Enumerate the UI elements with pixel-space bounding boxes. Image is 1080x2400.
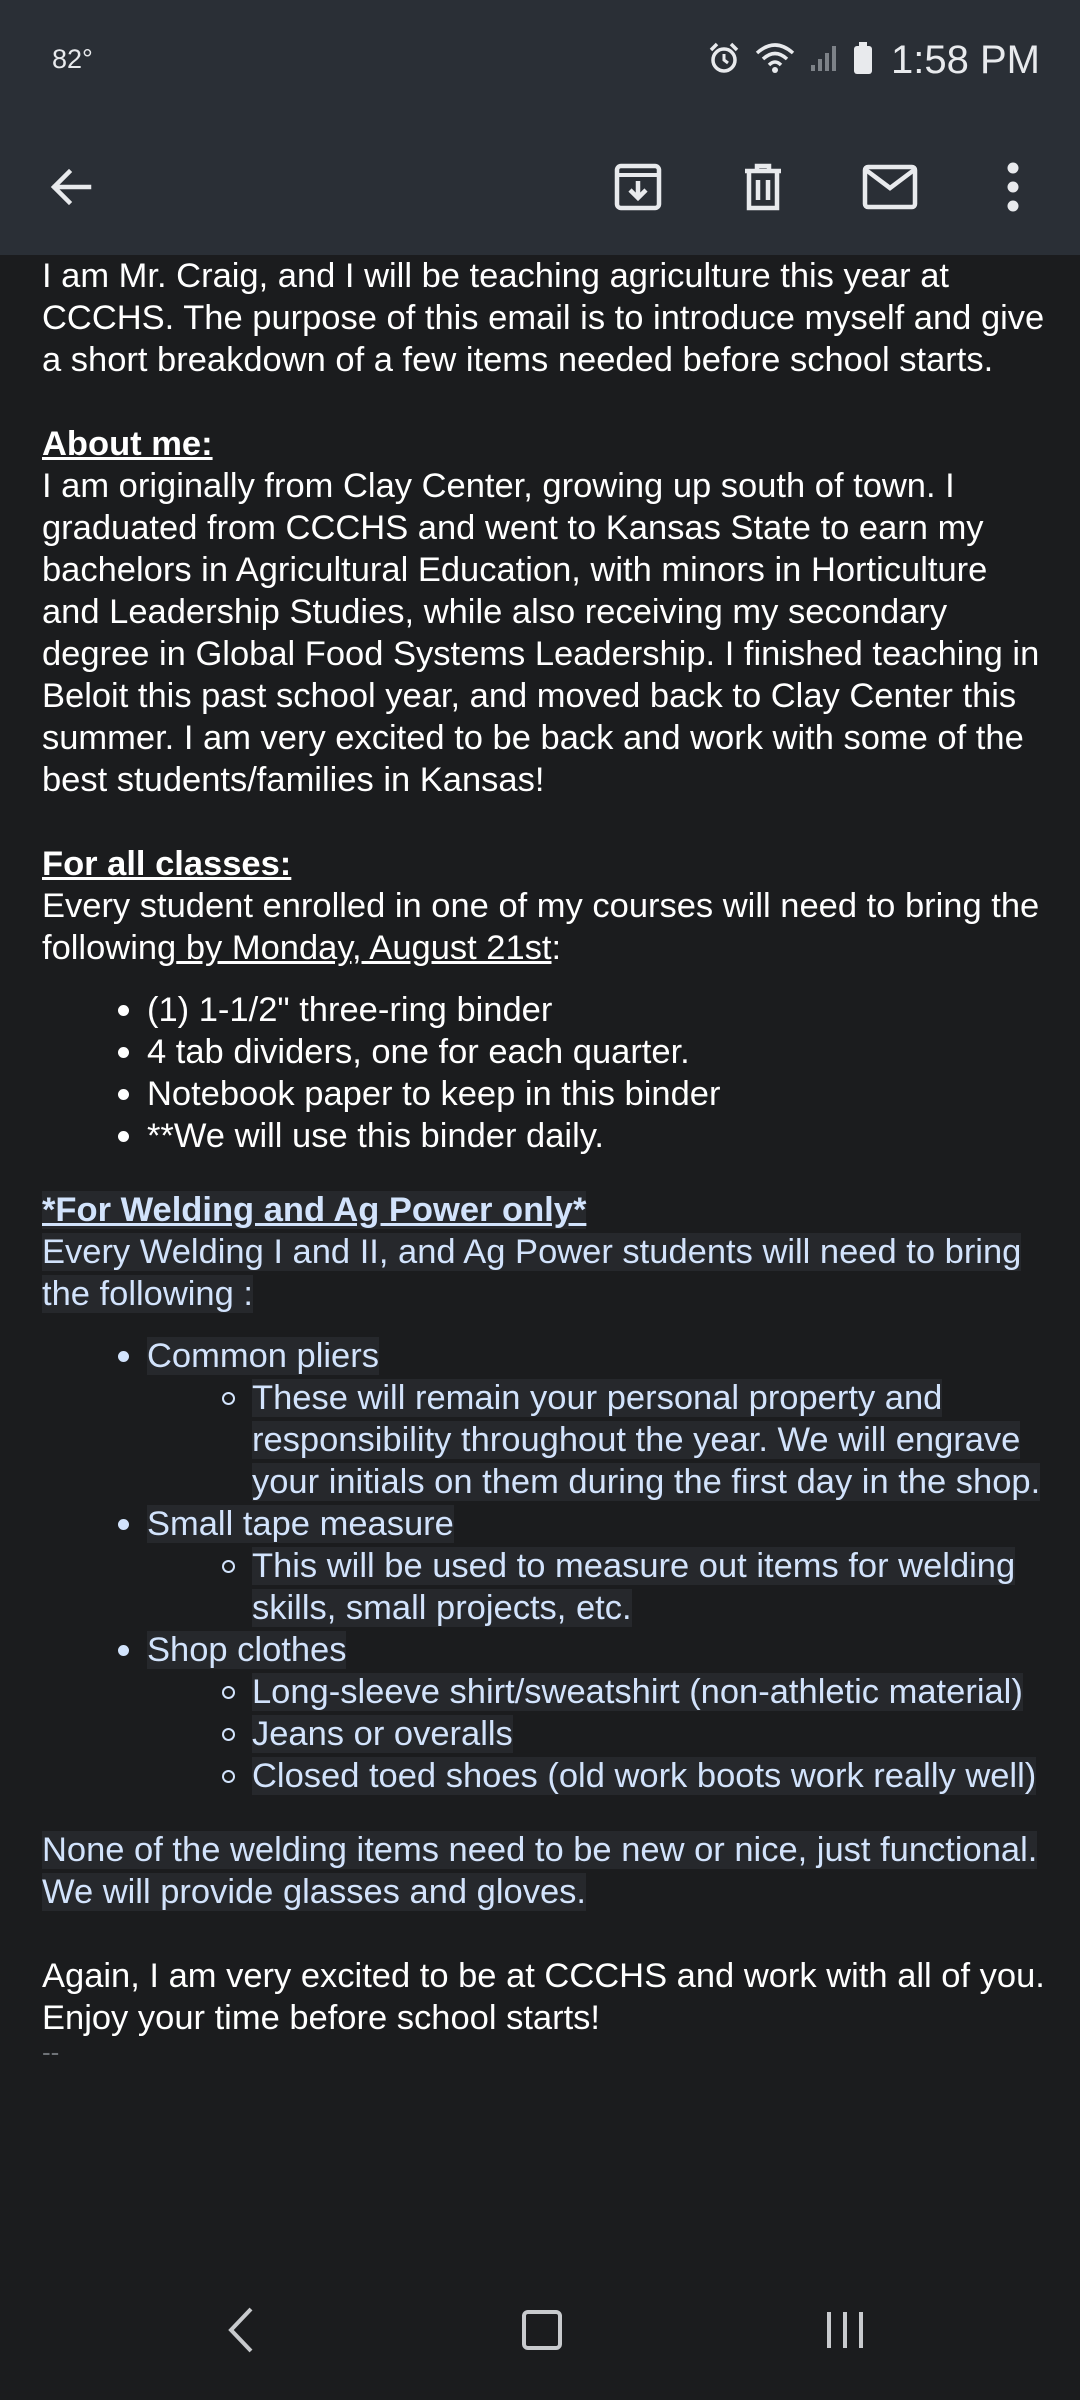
list-item-label: Common pliers [147, 1337, 379, 1375]
list-item [42, 1503, 1052, 1545]
sub-list-item: Jeans or overalls [42, 1713, 1052, 1755]
system-nav-bar [0, 2265, 1080, 2400]
nav-back-button[interactable] [190, 2287, 290, 2377]
status-time: 1:58 PM [891, 37, 1040, 82]
about-me-heading: About me: [42, 425, 213, 463]
nav-recents-icon [823, 2308, 867, 2357]
sub-list-item: Long-sleeve shirt/sweatshirt (non-athletic material) [42, 1671, 1052, 1713]
nav-home-button[interactable] [492, 2287, 592, 2377]
list-item [42, 1335, 1052, 1377]
about-me-paragraph: I am originally from Clay Center, growing up south of town. I graduated from CCCHS and went to Kansas State to earn my bachelors in Agricultural Education, with minors in Horticulture and Leadership Studies, while also receiving my secondary degree in Global Food Systems Leadership. I finished teaching in Beloit this past school year, and moved back to Clay Center this summer. I am very excited to be back and work with some of the best students/families in Kansas! [42, 467, 1040, 799]
signature-separator: -- [42, 2037, 60, 2067]
more-options-icon [1006, 162, 1020, 217]
welding-list [42, 1335, 1052, 1377]
list-item-label: Shop clothes [147, 1631, 347, 1669]
nav-back-icon [225, 2306, 255, 2359]
sub-list-item: This will be used to measure out items for welding skills, small projects, etc. [42, 1545, 1052, 1629]
alarm-icon [707, 41, 741, 80]
more-options-button[interactable] [968, 144, 1058, 234]
sub-list [42, 1377, 1052, 1503]
welding-paragraph: Every Welding I and II, and Ag Power students will need to bring the following : [42, 1233, 1022, 1313]
list-item: Notebook paper to keep in this binder [42, 1073, 1052, 1115]
mark-unread-button[interactable] [845, 144, 935, 234]
status-bar [0, 0, 1080, 122]
delete-icon [739, 161, 787, 218]
email-body [42, 255, 1052, 2265]
email-toolbar [0, 122, 1080, 255]
supplies-list [42, 989, 1052, 1157]
welding-note: None of the welding items need to be new or nice, just functional. We will provide glasses and gloves. [42, 1831, 1038, 1911]
nav-home-icon [521, 2309, 563, 2356]
sub-list-item: Closed toed shoes (old work boots work really well) [42, 1755, 1052, 1797]
mark-unread-icon [862, 164, 918, 215]
archive-icon [612, 161, 664, 218]
all-classes-paragraph [42, 885, 1052, 969]
welding-section [42, 1189, 1052, 1913]
status-temperature: 82° [52, 44, 93, 74]
delete-button[interactable] [718, 144, 808, 234]
welding-heading: *For Welding and Ag Power only* [42, 1191, 587, 1229]
colon-text: : [551, 929, 562, 967]
sub-list-item: These will remain your personal property and responsibility throughout the year. We will engrave your initials on them during the first day in the shop. [42, 1377, 1052, 1503]
nav-recents-button[interactable] [795, 2287, 895, 2377]
status-icons [707, 30, 1040, 90]
wifi-icon [755, 41, 795, 80]
list-item: 4 tab dividers, one for each quarter. [42, 1031, 1052, 1073]
intro-paragraph: I am Mr. Craig, and I will be teaching agriculture this year at CCCHS. The purpose of this email is to introduce myself and give a short breakdown of a few items needed before school starts. [42, 257, 1045, 379]
list-item: (1) 1-1/2" three-ring binder [42, 989, 1052, 1031]
sub-list [42, 1671, 1052, 1797]
back-arrow-icon [47, 163, 95, 216]
all-classes-heading: For all classes: [42, 845, 292, 883]
list-item: **We will use this binder daily. [42, 1115, 1052, 1157]
sub-list [42, 1545, 1052, 1629]
signal-icon [809, 43, 839, 78]
list-item [42, 1629, 1052, 1671]
list-item-label: Small tape measure [147, 1505, 454, 1543]
deadline-text: by Monday, August 21st [176, 929, 552, 967]
all-classes-text: Every student enrolled in one of my courses will need to bring the following [42, 887, 1040, 967]
back-button[interactable] [26, 144, 116, 234]
battery-icon [853, 41, 873, 80]
archive-button[interactable] [593, 144, 683, 234]
closing-paragraph: Again, I am very excited to be at CCCHS and work with all of you. Enjoy your time before school starts! [42, 1957, 1045, 2037]
